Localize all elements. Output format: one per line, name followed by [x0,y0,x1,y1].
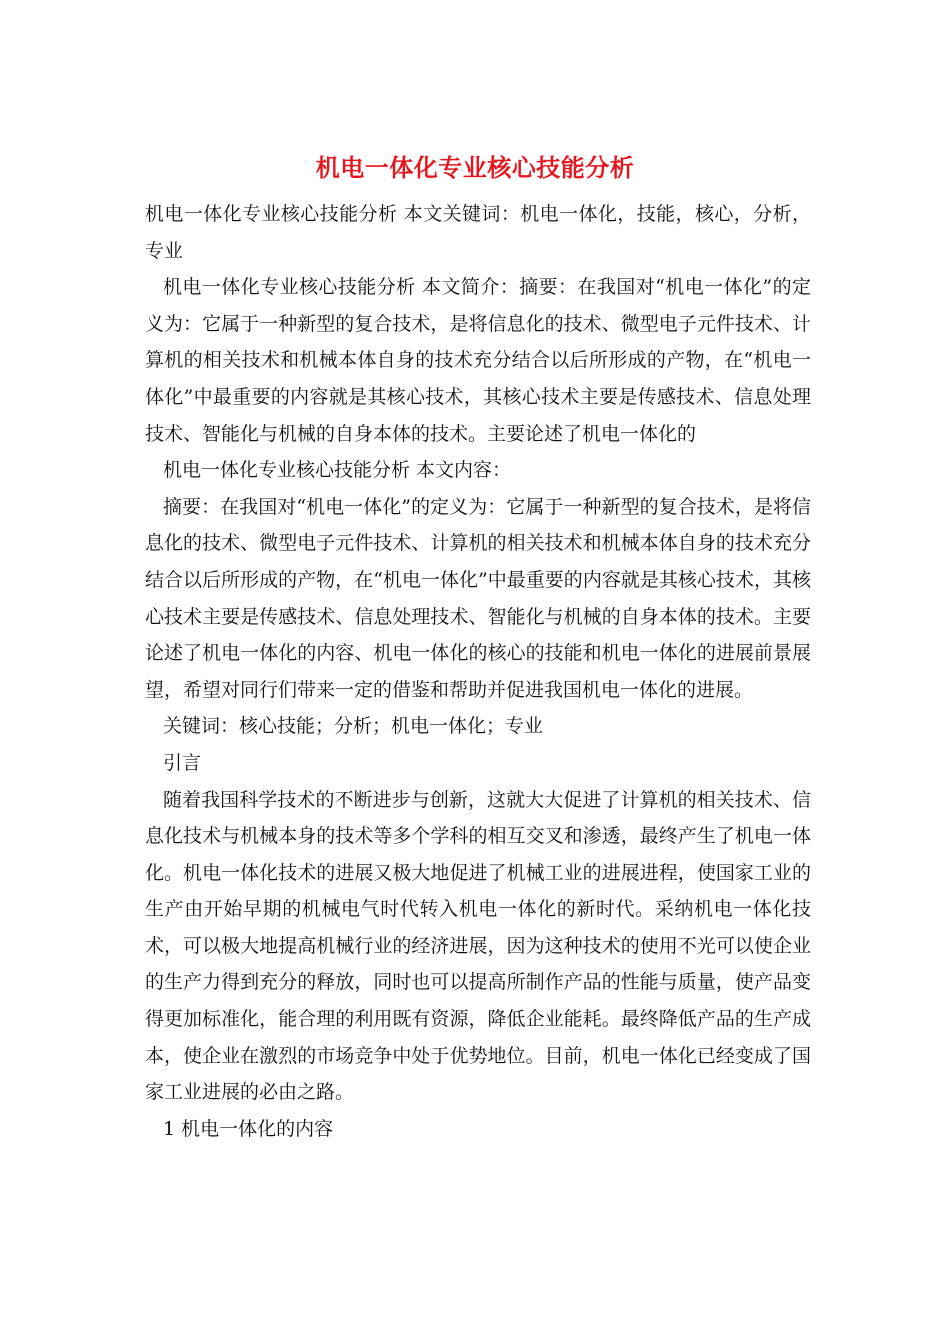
abstract-paragraph: 摘要：在我国对“机电一体化”的定义为：它属于一种新型的复合技术，是将信息化的技术、微型电子元件技术、计算机的相关技术和机械本体自身的技术充分结合以后所形成的产物，在“机电一体化”中最重要的内容就是其核心技术，其核心技术主要是传感技术、信息处理技术、智能化与机械的自身本体的技术。主要论述了机电一体化的内容、机电一体化的核心的技能和机电一体化的进展前景展望，希望对同行们带来一定的借鉴和帮助并促进我国机电一体化的进展。 [145,495,811,701]
content-heading: 机电一体化专业核心技能分析 本文内容： [163,459,512,482]
keywords-paragraph: 关键词：核心技能；分析；机电一体化；专业 [163,715,544,738]
section-heading: 1 机电一体化的内容 [163,1117,334,1140]
document-body [145,196,811,1147]
summary-paragraph: 机电一体化专业核心技能分析 本文简介：摘要：在我国对“机电一体化”的定义为：它属于一种新型的复合技术，是将信息化的技术、微型电子元件技术、计算机的相关技术和机械本体自身的技术充分结合以后所形成的产物，在“机电一体化”中最重要的内容就是其核心技术，其核心技术主要是传感技术、信息处理技术、智能化与机械的自身本体的技术。主要论述了机电一体化的 [145,276,811,445]
document-title: 机电一体化专业核心技能分析 [315,153,635,182]
introduction-paragraph: 随着我国科学技术的不断进步与创新，这就大大促进了计算机的相关技术、信息化技术与机械本身的技术等多个学科的相互交叉和渗透，最终产生了机电一体化。机电一体化技术的进展又极大地促进了机械工业的进展进程，使国家工业的生产由开始早期的机械电气时代转入机电一体化的新时代。采纳机电一体化技术，可以极大地提高机械行业的经济进展，因为这种技术的使用不光可以使企业的生产力得到充分的释放，同时也可以提高所制作产品的性能与质量，使产品变得更加标准化，能合理的利用既有资源，降低企业能耗。最终降低产品的生产成本，使企业在激烈的市场竞争中处于优势地位。目前，机电一体化已经变成了国家工业进展的必由之路。 [145,788,811,1104]
keywords-line: 机电一体化专业核心技能分析 本文关键词：机电一体化，技能，核心，分析，专业 [145,203,811,262]
introduction-heading: 引言 [163,751,202,774]
